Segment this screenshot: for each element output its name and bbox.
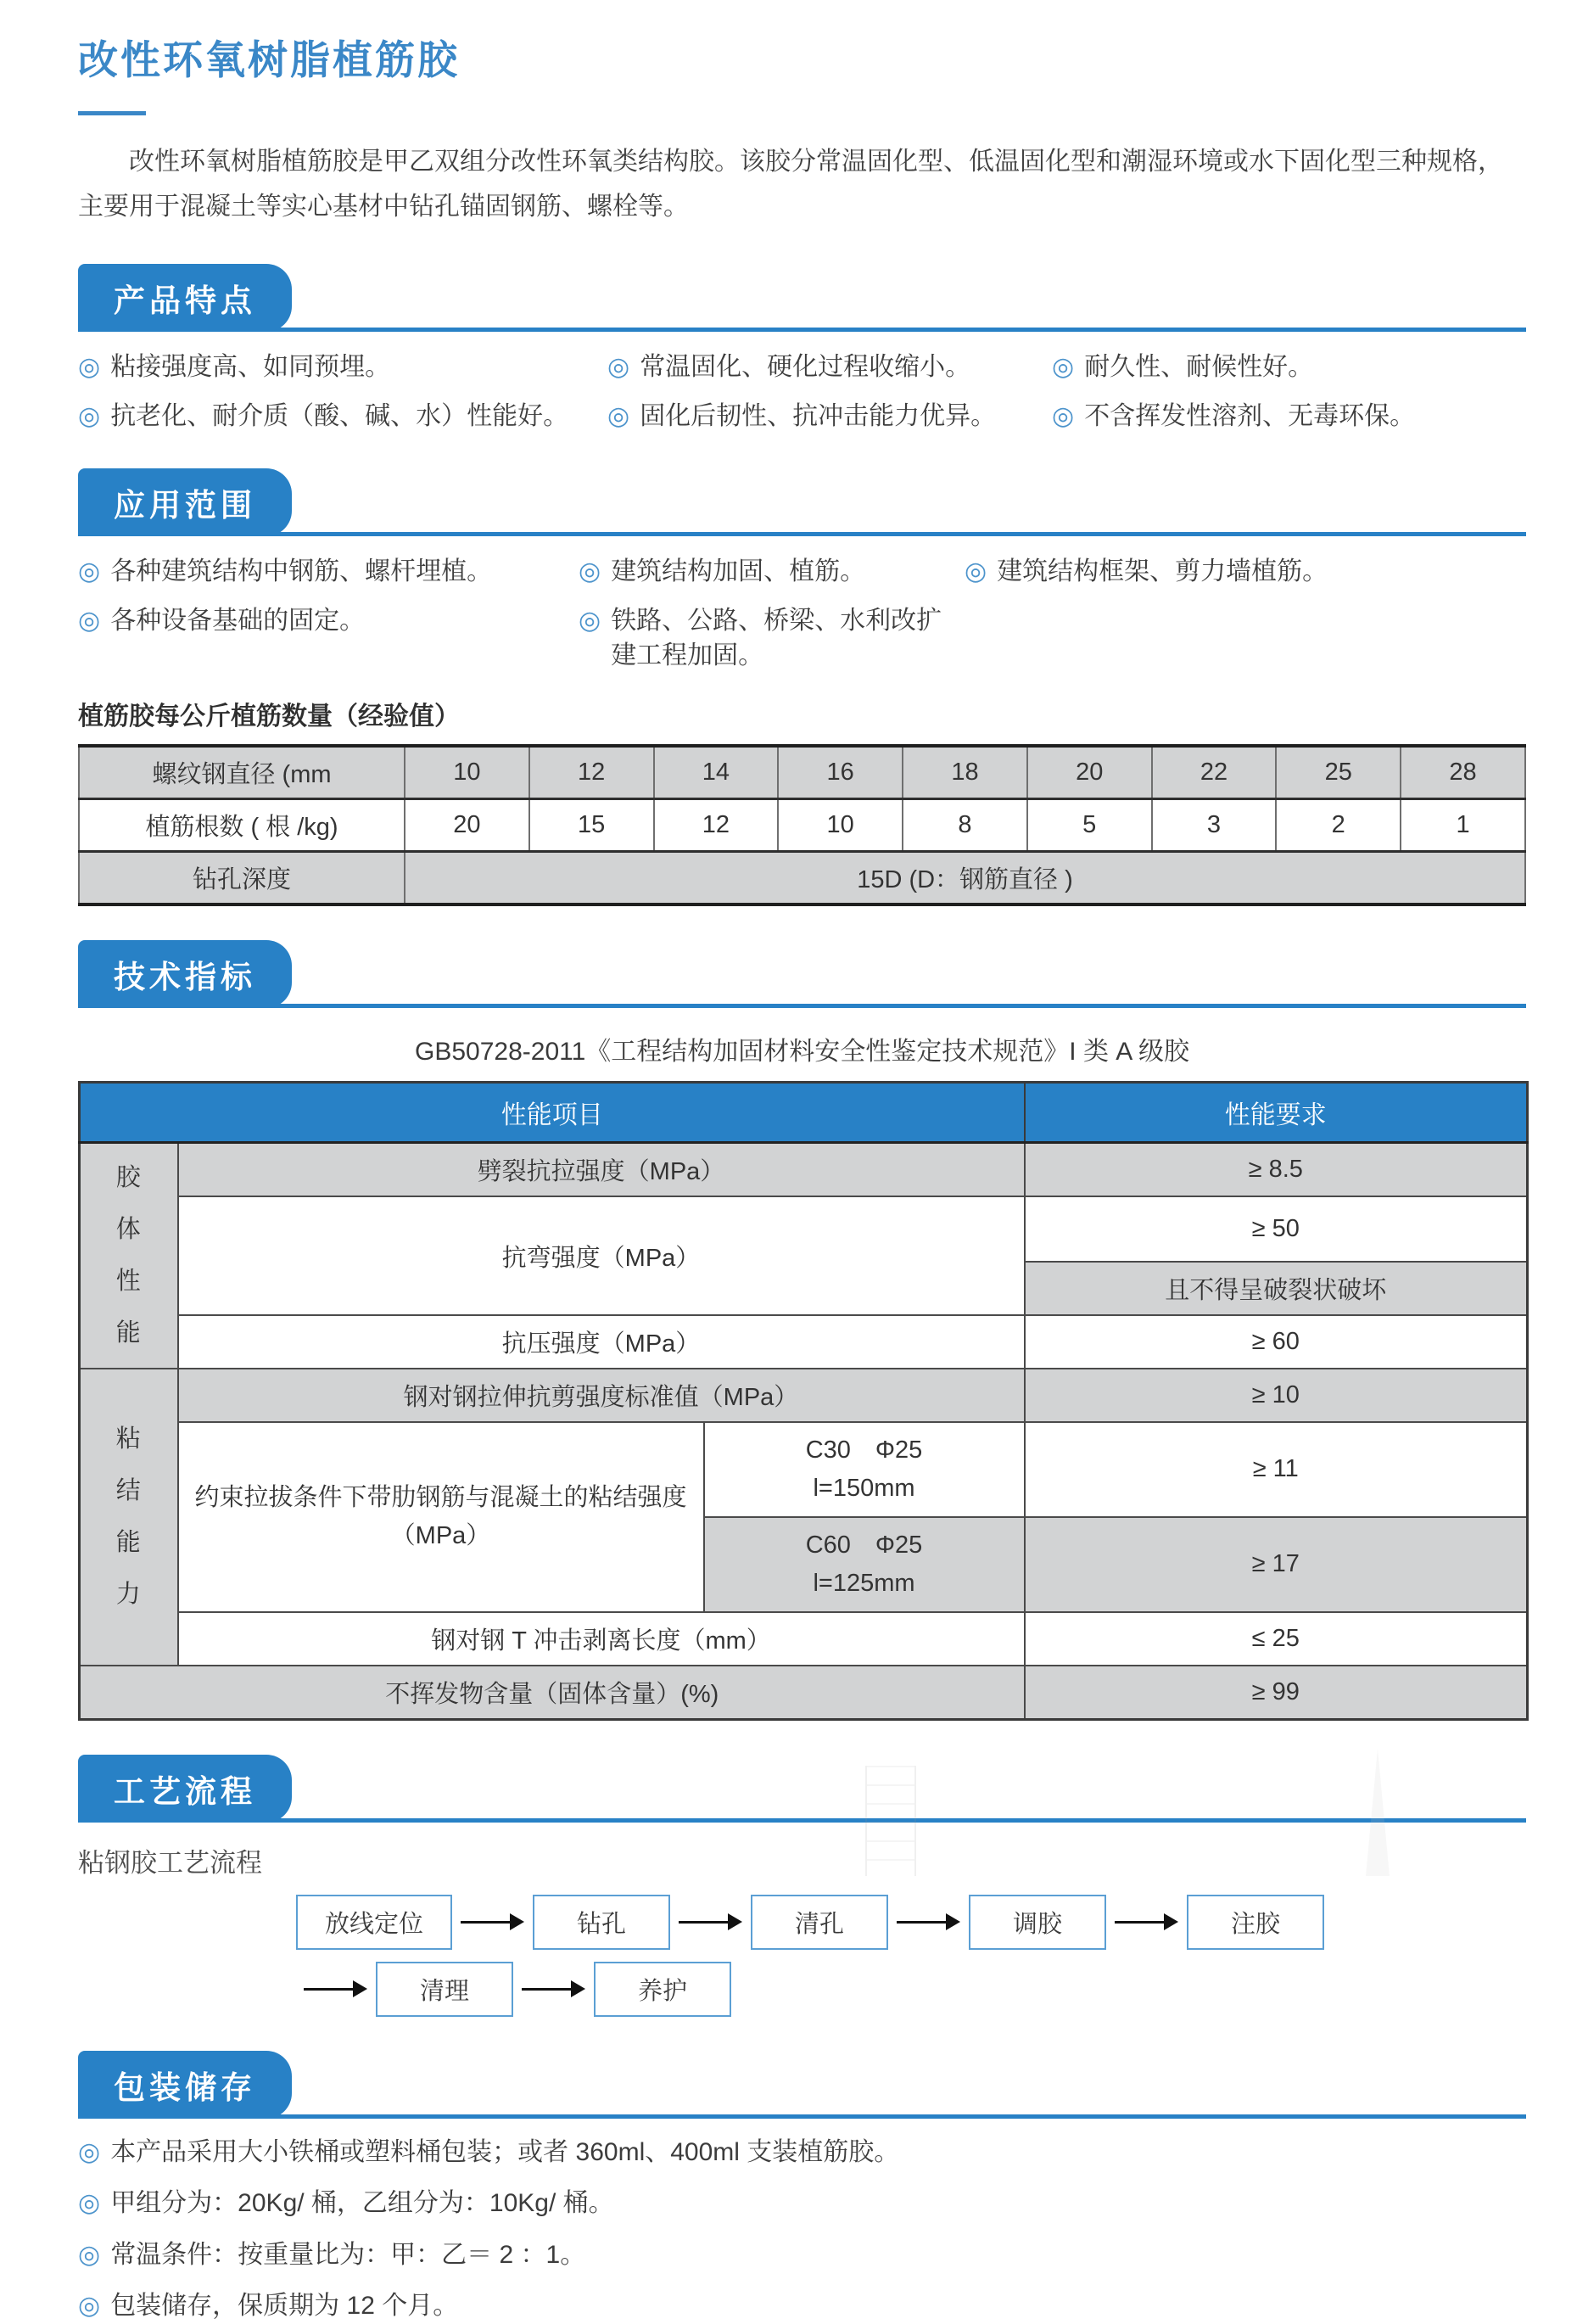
list-item [78,555,579,590]
section-header-process [78,1751,1526,1823]
table-row [79,746,1525,799]
bullet-icon: ◎ [579,607,601,636]
application-text: 铁路、公路、桥梁、水利改扩建工程加固。 [611,607,942,669]
process-flow-row1 [296,1895,1526,1950]
list-item [1052,400,1526,434]
feature-text: 常温固化、硬化过程收缩小。 [640,352,971,381]
list-item [78,400,607,434]
packaging-text: 常温条件：按重量比为：甲：乙＝ 2 ：1。 [110,2240,586,2269]
application-text: 建筑结构框架、剪力墙植筋。 [997,557,1328,585]
section-tab-features: 产品特点 [78,264,292,332]
group-label: 粘结能力 [80,1369,178,1666]
bullet-icon: ◎ [965,557,987,585]
section-divider-line [78,2114,1526,2119]
list-item [78,350,607,385]
spec-requirement: 且不得呈破裂状破坏 [1025,1262,1528,1315]
bullet-icon: ◎ [1052,402,1075,431]
table-row [80,1666,1528,1720]
arrow-right-icon [897,1913,960,1930]
cell: 12 [529,746,654,799]
feature-text: 抗老化、耐介质（酸、碱、水）性能好。 [110,402,569,431]
group-label: 胶体性能 [80,1143,178,1369]
section-tab-specs: 技术指标 [78,940,292,1008]
list-item [78,2187,1526,2221]
process-flow-row2 [295,1962,1526,2017]
table-row [80,1369,1528,1422]
flow-step: 清孔 [751,1895,888,1950]
page-title: 改性环氧树脂植筋胶 [78,37,460,82]
row-label: 钻孔深度 [79,852,405,905]
list-item [78,604,579,673]
section-divider-line [78,1818,1526,1823]
list-item [607,350,1052,385]
spec-item: 抗压强度（MPa） [178,1315,1025,1369]
packaging-text: 本产品采用大小铁桶或塑料桶包装；或者 360ml、400ml 支装植筋胶。 [110,2137,900,2166]
table-row [80,1422,1528,1517]
section-tab-applications: 应用范围 [78,468,292,536]
spec-requirement: ≥ 99 [1025,1666,1528,1720]
bullet-icon: ◎ [1052,352,1075,381]
section-divider-line [78,328,1526,332]
feature-text: 固化后韧性、抗冲击能力优异。 [640,402,997,431]
intro-paragraph: 改性环氧树脂植筋胶是甲乙双组分改性环氧类结构胶。该胶分常温固化型、低温固化型和潮湿环境或水下固化型三种规格，主要用于混凝土等实心基材中钻孔锚固钢筋、螺栓等。 [78,148,1503,221]
list-item [579,604,965,673]
list-item [78,2238,1526,2273]
section-divider-line [78,1004,1526,1008]
list-item [78,2136,1526,2170]
bullet-icon: ◎ [78,607,101,636]
flow-step: 养护 [594,1962,731,2017]
standard-reference: GB50728-2011《工程结构加固材料安全性鉴定技术规范》I 类 A 级胶 [415,1038,1189,1067]
row-label: 螺纹钢直径 (mm [79,746,405,799]
application-text: 各种建筑结构中钢筋、螺杆埋植。 [110,557,493,585]
bullet-icon: ◎ [78,2189,101,2218]
cell: 20 [1027,746,1152,799]
table-row [80,1612,1528,1666]
cell: 1 [1401,799,1525,852]
flow-step: 清理 [376,1962,513,2017]
rebar-table [78,744,1526,906]
section-header-features [78,260,1526,332]
row-label: 植筋根数 ( 根 /kg) [79,799,405,852]
flow-step: 注胶 [1187,1895,1324,1950]
packaging-text: 甲组分为：20Kg/ 桶，乙组分为：10Kg/ 桶。 [110,2189,614,2218]
list-item [965,555,1526,590]
section-tab-process: 工艺流程 [78,1755,292,1823]
cell: 2 [1276,799,1401,852]
cell: 10 [778,799,903,852]
cell: 22 [1152,746,1277,799]
feature-text: 不含挥发性溶剂、无毒环保。 [1084,402,1416,431]
feature-text: 耐久性、耐候性好。 [1084,352,1314,381]
application-text: 建筑结构加固、植筋。 [611,557,866,585]
cell: 8 [903,799,1027,852]
cell: 15D (D：钢筋直径 ) [405,852,1525,905]
packaging-text: 包装储存，保质期为 12 个月。 [110,2292,459,2321]
cell: 5 [1027,799,1152,852]
spec-condition: C60 Φ25 l=125mm [704,1517,1025,1612]
section-divider-line [78,532,1526,536]
cell: 15 [529,799,654,852]
spec-item: 抗弯强度（MPa） [178,1196,1025,1315]
cell: 3 [1152,799,1277,852]
spec-item: 钢对钢拉伸抗剪强度标准值（MPa） [178,1369,1025,1422]
cell: 16 [778,746,903,799]
table-row [80,1196,1528,1262]
flow-step: 调胶 [969,1895,1106,1950]
spec-requirement: ≥ 8.5 [1025,1143,1528,1197]
cell: 28 [1401,746,1525,799]
bullet-icon: ◎ [579,557,601,585]
bullet-icon: ◎ [78,402,101,431]
table-header-row [80,1083,1528,1143]
cell: 14 [654,746,779,799]
bullet-icon: ◎ [78,2240,101,2269]
section-header-packaging [78,2047,1526,2119]
arrow-right-icon [679,1913,742,1930]
arrow-right-icon [522,1980,585,1997]
section-header-specs [78,937,1526,1008]
bullet-icon: ◎ [78,352,101,381]
table-row [80,1143,1528,1197]
applications-list [78,555,1526,674]
list-item [579,555,965,590]
spec-item: 不挥发物含量（固体含量）(%) [80,1666,1025,1720]
list-item [607,400,1052,434]
column-header: 性能要求 [1025,1083,1528,1143]
spec-requirement: ≥ 17 [1025,1517,1528,1612]
table-row [79,852,1525,905]
column-header: 性能项目 [80,1083,1025,1143]
cell: 25 [1276,746,1401,799]
arrow-right-icon [304,1980,367,1997]
spec-requirement: ≥ 60 [1025,1315,1528,1369]
bullet-icon: ◎ [607,352,630,381]
cell: 20 [405,799,529,852]
features-list [78,350,1526,434]
cell: 12 [654,799,779,852]
arrow-right-icon [461,1913,524,1930]
spec-requirement: ≥ 11 [1025,1422,1528,1517]
feature-text: 粘接强度高、如同预埋。 [110,352,391,381]
packaging-list [78,2136,1526,2324]
bullet-icon: ◎ [78,557,101,585]
flow-step: 钻孔 [533,1895,670,1950]
section-tab-packaging: 包装储存 [78,2051,292,2119]
spec-requirement: ≥ 10 [1025,1369,1528,1422]
arrow-right-icon [1115,1913,1178,1930]
section-header-applications [78,465,1526,536]
list-item [78,2289,1526,2324]
spec-table [78,1081,1529,1720]
rebar-table-caption: 植筋胶每公斤植筋数量（经验值） [78,703,460,731]
spec-item: 钢对钢 T 冲击剥离长度（mm） [178,1612,1025,1666]
title-underline [78,111,146,115]
spec-item: 劈裂抗拉强度（MPa） [178,1143,1025,1197]
table-row [79,799,1525,852]
process-subtitle: 粘钢胶工艺流程 [78,1847,262,1878]
cell: 10 [405,746,529,799]
spec-requirement: ≥ 50 [1025,1196,1528,1262]
table-row [80,1315,1528,1369]
spec-requirement: ≤ 25 [1025,1612,1528,1666]
flow-step: 放线定位 [296,1895,452,1950]
bullet-icon: ◎ [78,2292,101,2321]
bullet-icon: ◎ [607,402,630,431]
cell: 18 [903,746,1027,799]
list-item [1052,350,1526,385]
spec-item: 约束拉拔条件下带肋钢筋与混凝土的粘结强度 （MPa） [178,1422,704,1612]
application-text: 各种设备基础的固定。 [110,607,366,636]
spec-condition: C30 Φ25 l=150mm [704,1422,1025,1517]
bullet-icon: ◎ [78,2137,101,2166]
